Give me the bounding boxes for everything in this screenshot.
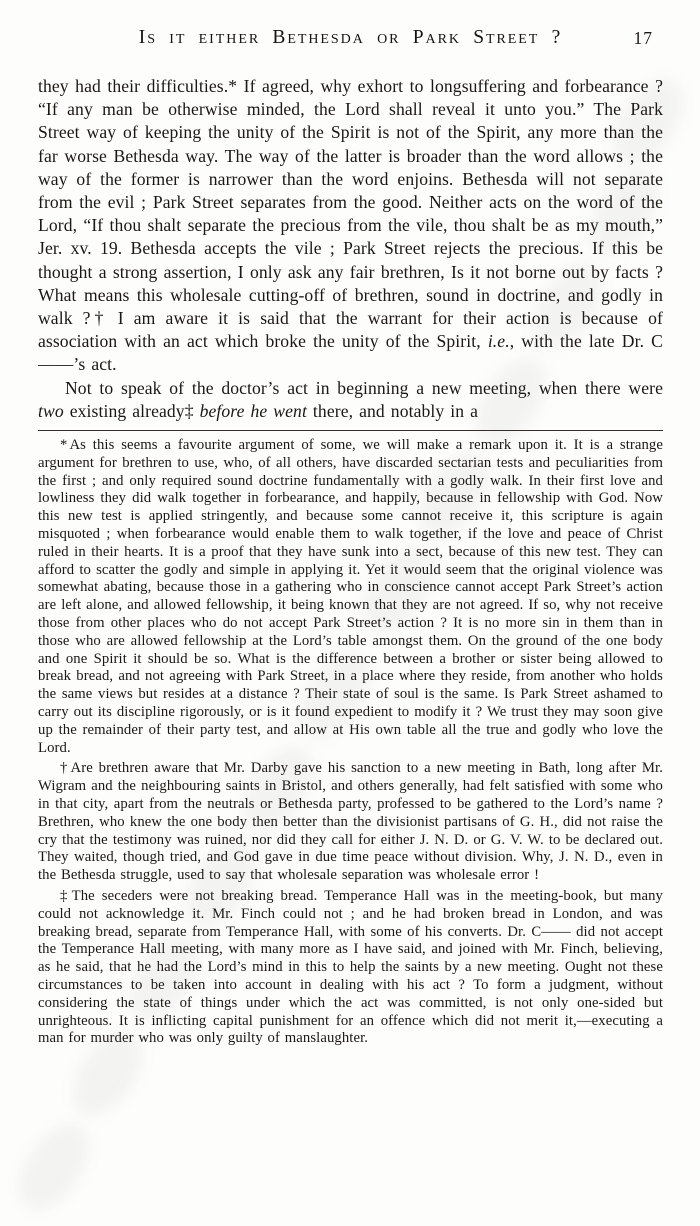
footnote-dagger <box>38 760 663 885</box>
paragraph-2 <box>38 377 663 423</box>
footnote-separator <box>38 430 663 431</box>
paragraph-2-italic-two: two <box>38 400 64 421</box>
paragraph-2-text-mid: existing already‡ <box>63 400 200 421</box>
page-header <box>38 27 663 53</box>
paragraph-2-italic-before-he-went: before he went <box>199 400 307 421</box>
paragraph-1 <box>38 75 663 377</box>
watermark-blob <box>5 1112 103 1222</box>
paragraph-1-text-end: , with the late Dr. C——’s act. <box>38 331 664 375</box>
double-dagger-marker: ‡ <box>60 887 70 904</box>
paragraph-1-text: they had their difficulties.* If agreed, why exhort to longsuffering and forbearance ? “If any man be otherwise minded, the Lord shall reveal it unto you.” The Park Street way of keeping the unity of the Spirit is not of the Spirit, any more than the far worse Bethesda way. The way of the latter is broader than the word allows ; the way of the former is narrower than the word enjoins. Bethesda will not separate from the evil ; Park Street separates from the good. Neither acts on the word of the Lord, “If thou shalt separate the precious from the vile, thou shalt be as my mouth,” Jer. xv. 19. Bethesda accepts the vile ; Park Street rejects the precious. If this be thought a strong assertion, I only ask any fair brethren, Is it not borne out by facts ? What means this wholesale cutting-off of brethren, sound in doctrine, and godly in walk ?† I am aware it is said that the warrant for their action is because of association with an act which broke the unity of the Spirit, <box>38 76 663 352</box>
footnotes-section <box>38 437 663 1048</box>
asterisk-marker: * <box>60 437 68 454</box>
paragraph-1-italic-ie: i.e. <box>487 331 510 352</box>
footnote-double-dagger-text: The seceders were not breaking bread. Temperance Hall was in the meeting-book, but many could not acknowledge it. Mr. Finch could not ; and he had broken bread in London, and was breaking bread, separate from Temperance Hall, with some of his converts. Dr. C—— did not accept the Temperance Hall meeting, with many more as I have said, and joined with Mr. Finch, believing, as he said, that he had the Lord’s mind in this to help the saints by a new meeting. Ought not these circumstances to be taken into account in dealing with his act ? To form a judgment, without considering the state of things under which the act was committed, is not only one-sided but unrighteous. It is inflicting capital punishment for an offence which did not merit it,—executing a man for murder who was only guilty of manslaughter. <box>38 887 663 1047</box>
footnote-double-dagger <box>38 888 663 1048</box>
main-text <box>38 75 663 423</box>
dagger-marker: † <box>60 760 69 777</box>
page-title: Is it either Bethesda or Park Street ? <box>138 27 563 48</box>
footnote-asterisk <box>38 437 663 757</box>
paragraph-2-text-end: there, and notably in a <box>306 400 479 421</box>
footnote-dagger-text: Are brethren aware that Mr. Darby gave his sanction to a new meeting in Bath, long after Mr. Wigram and the neighbouring saints in Bristol, and others generally, had felt satisfied with some who in that city, apart from the neutrals or Bethesda party, professed to be gathered to the Lord’s name ? Brethren, who knew the one body then better than the divisionist partisans of G. H., did not raise the cry that the testimony was ruined, nor did they call for either J. N. D. or G. V. W. to be declared out. They waited, though tried, and God gave in due time peace without division. Why, J. N. D., even in the Bethesda struggle, used to say that wholesale separation was wholesale error ! <box>38 760 663 884</box>
footnote-asterisk-text: As this seems a favourite argument of some, we will make a remark upon it. It is a strange argument for brethren to use, who, of all others, have discarded sectarian tests and peculiarities from the first ; and only required sound doctrine fundamentally with a godly walk. In their first love and lowliness they did walk together in forbearance, and happily, because in fellowship with God. Now this new test is applied stringently, and because some cannot receive it, this scripture is again misquoted ; when forbearance would enable them to walk together, if the love and peace of Christ ruled in their hearts. It is a proof that they have sunk into a sect, because of this new test. They can afford to scatter the godly and simple in applying it. Yet it would seem that the original violence was somewhat abating, because those in a gathering who in conscience cannot accept Park Street’s action are left alone, and allowed fellowship, it being known that they are not agreed. If so, why not receive those from other places who do not accept Park Street’s action ? It is no more sin in them than in those who are allowed fellowship at the Lord’s table amongst them. On the ground of the one body and one Spirit it should be so. What is the difference between a brother or sister being allowed to break bread, and not agreeing with Park Street, in a place where they reside, from another who holds the same views but resides at a distance ? Their state of soul is the same. Is Park Street ashamed to carry out its discipline rigorously, or is it found expedient to modify it ? We trust they may soon give up the remainder of their party test, and allow at His own table all the true and godly who love the Lord. <box>38 437 663 756</box>
paragraph-2-text: Not to speak of the doctor’s act in beginning a new meeting, when there were <box>65 377 663 398</box>
page-number: 17 <box>633 28 653 48</box>
